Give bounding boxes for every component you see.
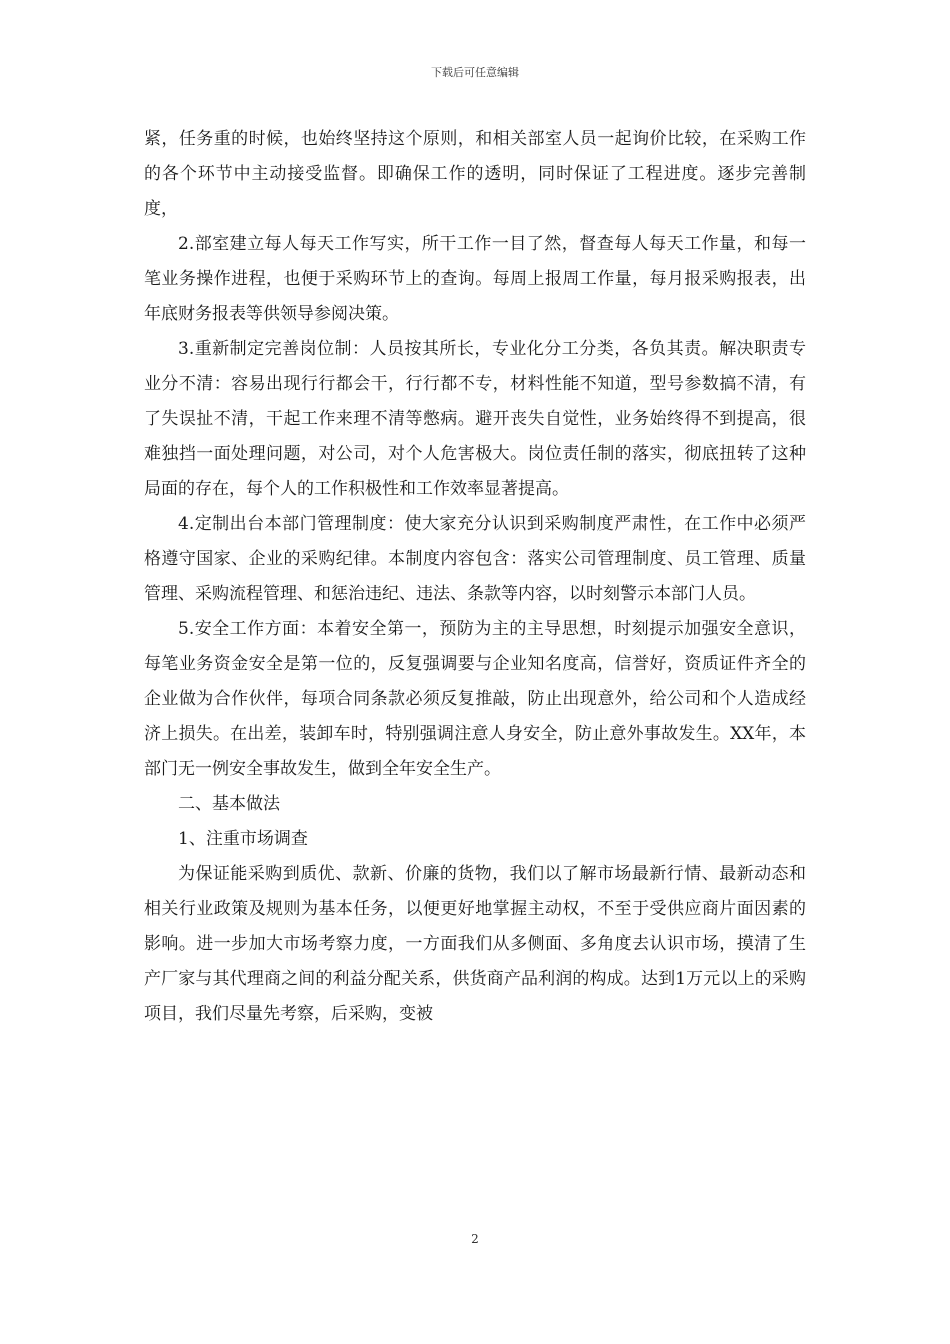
paragraph: 紧，任务重的时候，也始终坚持这个原则，和相关部室人员一起询价比较，在采购工作的各个环节中主动接受监督。即确保工作的透明，同时保证了工程进度。逐步完善制度， <box>144 129 806 219</box>
document-body <box>144 122 806 1032</box>
paragraph: 3.重新制定完善岗位制：人员按其所长，专业化分工分类，各负其责。解决职责专业分不清：容易出现行行都会干，行行都不专，材料性能不知道，型号参数搞不清，有了失误扯不清，干起工作来理不清等憋病。避开丧失自觉性，业务始终得不到提高，很难独挡一面处理问题，对公司，对个人危害极大。岗位责任制的落实，彻底扭转了这种局面的存在，每个人的工作积极性和工作效率显著提高。 <box>144 339 806 499</box>
subsection-heading: 1、注重市场调查 <box>178 829 308 849</box>
paragraph: 5.安全工作方面：本着安全第一，预防为主的主导思想，时刻提示加强安全意识，每笔业务资金安全是第一位的，反复强调要与企业知名度高，信誉好，资质证件齐全的企业做为合作伙伴，每项合同条款必须反复推敲，防止出现意外，给公司和个人造成经济上损失。在出差，装卸车时，特别强调注意人身安全，防止意外事故发生。XX年，本部门无一例安全事故发生，做到全年安全生产。 <box>144 619 806 779</box>
section-heading: 二、基本做法 <box>178 794 280 814</box>
paragraph: 为保证能采购到质优、款新、价廉的货物，我们以了解市场最新行情、最新动态和相关行业政策及规则为基本任务，以便更好地掌握主动权，不至于受供应商片面因素的影响。进一步加大市场考察力度，一方面我们从多侧面、多角度去认识市场，摸清了生产厂家与其代理商之间的利益分配关系，供货商产品利润的构成。达到1万元以上的采购项目，我们尽量先考察，后采购，变被 <box>144 864 806 1024</box>
page-header: 下载后可任意编辑 <box>431 66 519 79</box>
paragraph: 4.定制出台本部门管理制度：使大家充分认识到采购制度严肃性，在工作中必须严格遵守国家、企业的采购纪律。本制度内容包含：落实公司管理制度、员工管理、质量管理、采购流程管理、和惩治违纪、违法、条款等内容，以时刻警示本部门人员。 <box>144 514 806 604</box>
page-number: 2 <box>471 1232 479 1246</box>
paragraph: 2.部室建立每人每天工作写实，所干工作一目了然，督查每人每天工作量，和每一笔业务操作进程，也便于采购环节上的查询。每周上报周工作量，每月报采购报表，出年底财务报表等供领导参阅决策。 <box>144 234 806 324</box>
